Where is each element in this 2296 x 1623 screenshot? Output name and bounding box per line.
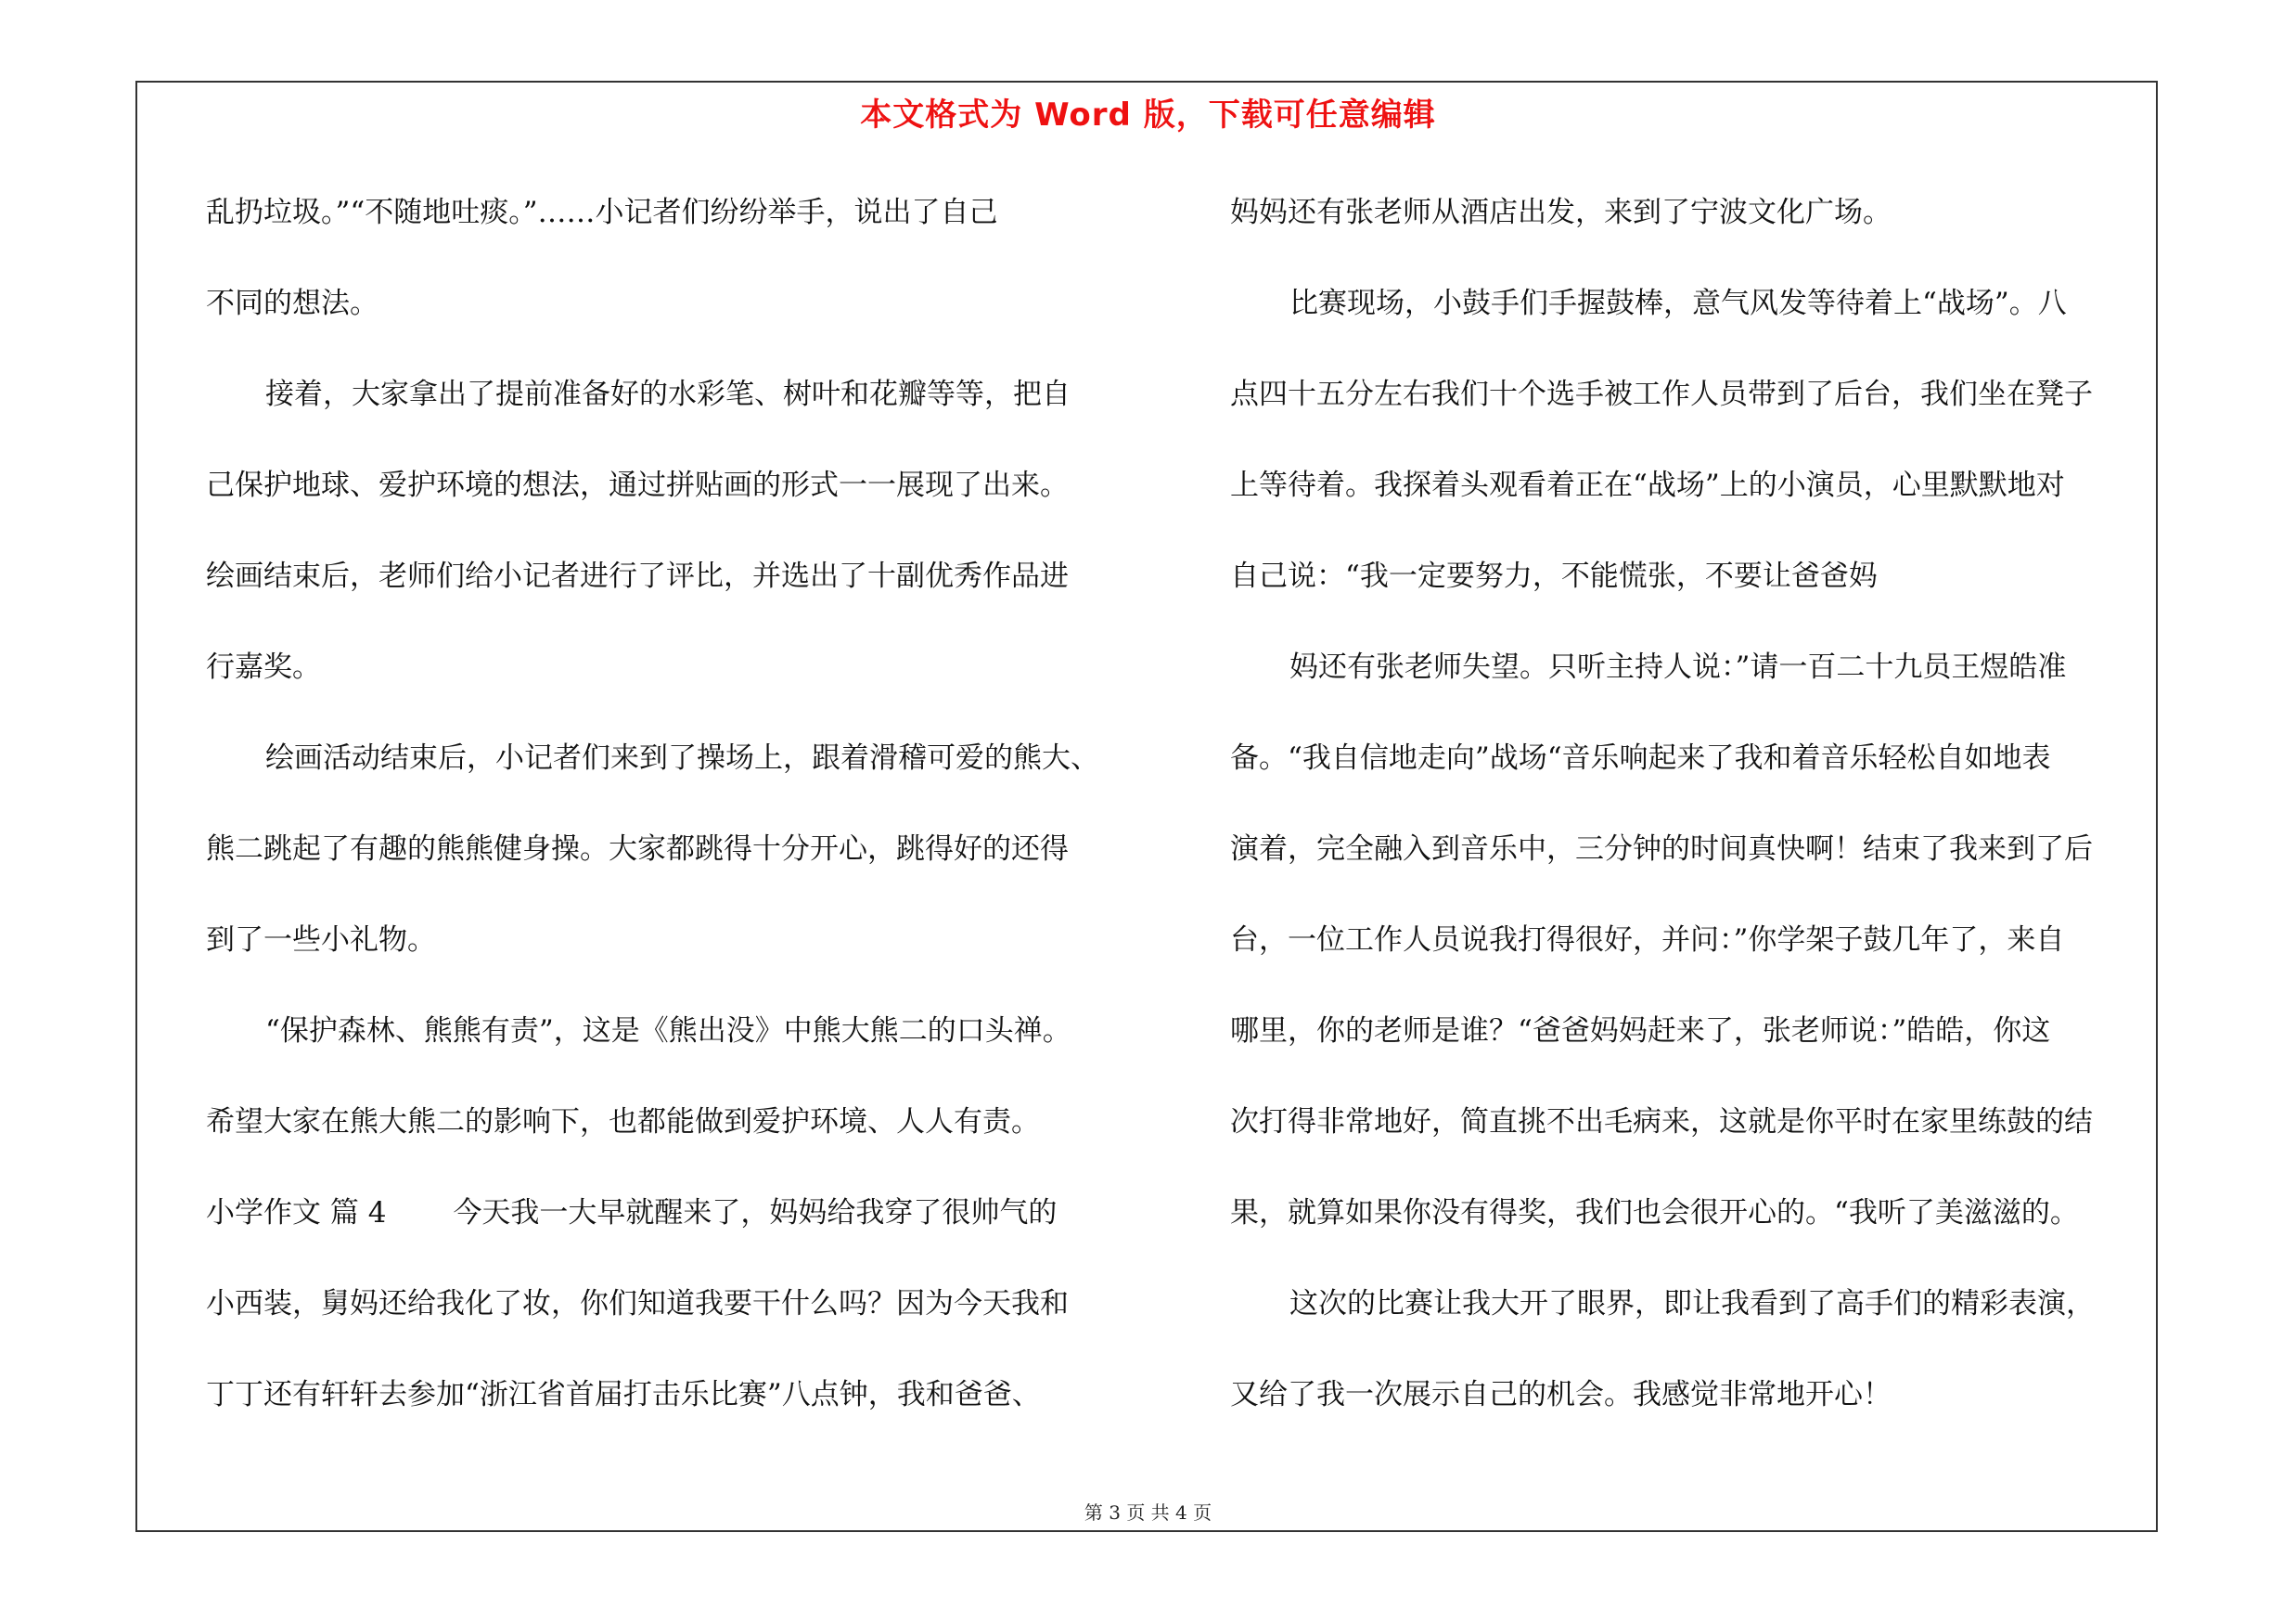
paragraph-line: 又给了我一次展示自己的机会。我感觉非常地开心！ (1230, 1378, 1892, 1411)
paragraph-line: 小西装，舅妈还给我化了妆，你们知道我要干什么吗？因为今天我和 (206, 1287, 1069, 1320)
paragraph-line: 不同的想法。 (206, 287, 378, 320)
paragraph-line: 上等待着。我探着头观看着正在“战场”上的小演员，心里默默地对 (1230, 469, 2065, 502)
left-column (206, 167, 1145, 1440)
section-heading-line (206, 1167, 1145, 1258)
paragraph-line: 哪里，你的老师是谁？“爸爸妈妈赶来了，张老师说：”皓皓，你这 (1230, 1014, 2051, 1048)
paragraph-line: 乱扔垃圾。”“不随地吐痰。”……小记者们纷纷举手，说出了自己 (206, 196, 998, 229)
paragraph-line: 熊二跳起了有趣的熊熊健身操。大家都跳得十分开心，跳得好的还得 (206, 832, 1069, 866)
page-number-footer: 第 3 页 共 4 页 (1084, 1501, 1212, 1524)
paragraph-line: 丁丁还有轩轩去参加“浙江省首届打击乐比赛”八点钟，我和爸爸、 (206, 1378, 1041, 1411)
paragraph-line: 演着，完全融入到音乐中，三分钟的时间真快啊！结束了我来到了后 (1230, 832, 2093, 866)
paragraph-line: 台，一位工作人员说我打得很好，并问：”你学架子鼓几年了，来自 (1230, 923, 2065, 957)
paragraph-line: 行嘉奖。 (206, 650, 321, 684)
paragraph-line: 这次的比赛让我大开了眼界，即让我看到了高手们的精彩表演， (1289, 1287, 2095, 1320)
section-heading: 小学作文 篇 4 (206, 1196, 387, 1230)
paragraph-line: 点四十五分左右我们十个选手被工作人员带到了后台，我们坐在凳子 (1230, 378, 2093, 411)
paragraph-line: “保护森林、熊熊有责”，这是《熊出没》中熊大熊二的口头禅。 (265, 1014, 1071, 1048)
paragraph-line: 绘画结束后，老师们给小记者进行了评比，并选出了十副优秀作品进 (206, 560, 1069, 593)
paragraph-line: 希望大家在熊大熊二的影响下，也都能做到爱护环境、人人有责。 (206, 1105, 1040, 1139)
paragraph-line: 果，就算如果你没有得奖，我们也会很开心的。“我听了美滋滋的。 (1230, 1196, 2079, 1230)
paragraph-line: 比赛现场，小鼓手们手握鼓棒，意气风发等待着上“战场”。八 (1289, 287, 2067, 320)
paragraph-line: 次打得非常地好，简直挑不出毛病来，这就是你平时在家里练鼓的结 (1230, 1105, 2093, 1139)
section-first-line: 今天我一大早就醒来了，妈妈给我穿了很帅气的 (453, 1196, 1058, 1230)
format-banner: 本文格式为 Word 版，下载可任意编辑 (860, 97, 1436, 134)
paragraph-line: 妈还有张老师失望。只听主持人说：”请一百二十九员王煜皓准 (1289, 650, 2067, 684)
paragraph-line: 接着，大家拿出了提前准备好的水彩笔、树叶和花瓣等等，把自 (265, 378, 1071, 411)
paragraph-line: 到了一些小礼物。 (206, 923, 436, 957)
paragraph-line: 备。“我自信地走向”战场“音乐响起来了我和着音乐轻松自如地表 (1230, 741, 2051, 775)
paragraph-line: 妈妈还有张老师从酒店出发，来到了宁波文化广场。 (1230, 196, 1892, 229)
paragraph-line: 己保护地球、爱护环境的想法，通过拼贴画的形式一一展现了出来。 (206, 469, 1069, 502)
paragraph-line: 绘画活动结束后，小记者们来到了操场上，跟着滑稽可爱的熊大、 (265, 741, 1099, 775)
paragraph-line: 自己说：“我一定要努力，不能慌张，不要让爸爸妈 (1230, 560, 1878, 593)
right-column (1230, 167, 2167, 1440)
